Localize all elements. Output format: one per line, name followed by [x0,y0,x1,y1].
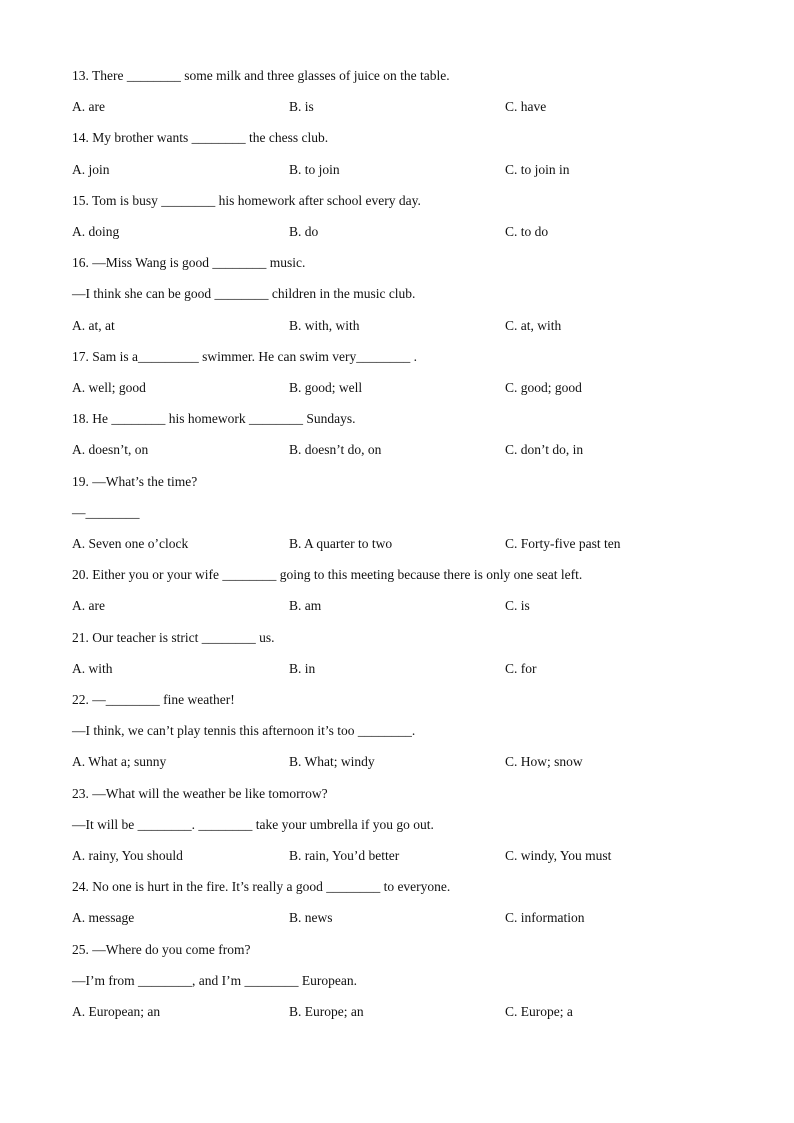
answer-option-a: A. What a; sunny [72,754,167,770]
answer-option-a: A. at, at [72,317,115,333]
question-dialogue-line: —It will be ________. ________ take your umbrella if you go out. [72,816,434,832]
answer-option-b: B. news [289,910,333,926]
answer-option-b: B. What; windy [289,754,375,770]
answer-option-a: A. rainy, You should [72,848,183,863]
answer-option-c: C. for [505,660,537,676]
question-stem: 16. —Miss Wang is good ________ music. [72,255,306,271]
answer-option-a: A. are [72,99,105,115]
answer-option-b: B. to join [289,161,340,177]
answer-option-c: C. information [505,910,585,926]
answer-option-c: C. windy, You must [505,848,612,863]
answer-option-a: A. are [72,598,105,614]
question-stem: 13. There ________ some milk and three glasses of juice on the table. [72,68,450,83]
question-stem: 20. Either you or your wife ________ going to this meeting because there is only one seat left. [72,567,583,583]
question-stem: 21. Our teacher is strict ________ us. [72,629,275,645]
answer-option-c: C. good; good [505,380,582,395]
answer-option-a: A. with [72,660,113,676]
answer-option-a: A. well; good [72,380,146,395]
answer-option-b: B. good; well [289,380,363,395]
question-stem: 24. No one is hurt in the fire. It’s really a good ________ to everyone. [72,879,451,895]
answer-option-c: C. don’t do, in [505,442,584,458]
answer-option-b: B. Europe; an [289,1004,364,1019]
answer-option-c: C. to join in [505,161,570,177]
answer-option-b: B. doesn’t do, on [289,442,382,458]
answer-option-b: B. do [289,224,319,239]
question-dialogue-line: —I’m from ________, and I’m ________ European. [72,972,357,988]
answer-option-a: A. doesn’t, on [72,442,149,458]
answer-option-a: A. European; an [72,1004,161,1019]
answer-option-b: B. is [289,99,314,115]
question-stem: 22. —________ fine weather! [72,692,235,707]
answer-option-b: B. with, with [289,317,360,333]
question-stem: 18. He ________ his homework ________ Sundays. [72,411,356,427]
question-dialogue-line: —________ [72,504,140,520]
answer-option-b: B. in [289,660,316,676]
answer-option-a: A. message [72,910,135,926]
answer-option-c: C. How; snow [505,754,583,770]
answer-option-c: C. Forty-five past ten [505,536,621,551]
answer-option-a: A. Seven one o’clock [72,536,189,551]
answer-option-c: C. at, with [505,317,562,333]
answer-option-c: C. is [505,598,530,614]
question-stem: 19. —What’s the time? [72,473,198,489]
answer-option-c: C. to do [505,224,549,239]
answer-option-b: B. am [289,598,322,614]
question-stem: 15. Tom is busy ________ his homework after school every day. [72,192,421,208]
question-dialogue-line: —I think she can be good ________ children in the music club. [72,286,416,302]
question-stem: 23. —What will the weather be like tomorrow? [72,785,328,801]
question-stem: 14. My brother wants ________ the chess club. [72,130,329,146]
answer-option-a: A. join [72,161,110,177]
question-stem: 17. Sam is a_________ swimmer. He can swim very________ . [72,348,417,364]
answer-option-c: C. have [505,99,547,115]
question-dialogue-line: —I think, we can’t play tennis this afternoon it’s too ________. [72,723,416,739]
question-stem: 25. —Where do you come from? [72,941,251,957]
answer-option-a: A. doing [72,224,120,239]
answer-option-b: B. A quarter to two [289,536,393,551]
answer-option-c: C. Europe; a [505,1004,573,1019]
answer-option-b: B. rain, You’d better [289,848,400,863]
